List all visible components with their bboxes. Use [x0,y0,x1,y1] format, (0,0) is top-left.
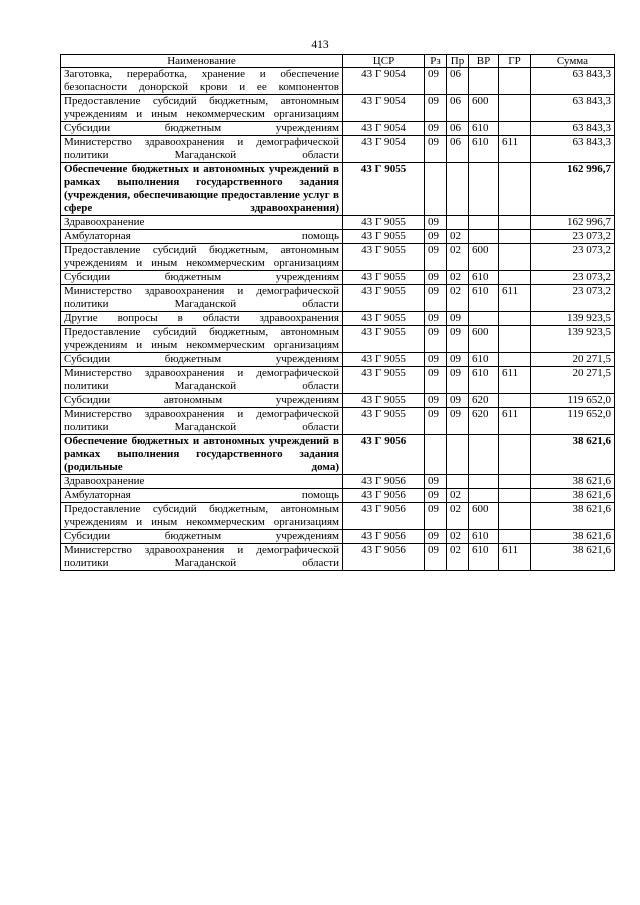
cell-sum: 63 843,3 [531,68,615,95]
cell-gr [499,244,531,271]
cell-sum: 162 996,7 [531,163,615,216]
header-rz: Рз [425,55,447,68]
cell-csr: 43 Г 9055 [343,230,425,244]
cell-sum: 63 843,3 [531,136,615,163]
cell-vr: 600 [469,503,499,530]
cell-pr [447,435,469,475]
cell-pr: 02 [447,503,469,530]
cell-name: Предоставление субсидий бюджетным, автономным учреждениям и иным некоммерческим организациям [61,244,343,271]
cell-name: Заготовка, переработка, хранение и обеспечение безопасности донорской крови и ее компонентов [61,68,343,95]
cell-pr: 02 [447,271,469,285]
cell-rz: 09 [425,326,447,353]
cell-rz: 09 [425,353,447,367]
cell-name: Субсидии бюджетным учреждениям [61,530,343,544]
table-row [61,544,615,571]
budget-table [60,54,615,571]
cell-pr: 09 [447,326,469,353]
cell-vr: 610 [469,367,499,394]
table-row [61,68,615,95]
cell-csr: 43 Г 9056 [343,475,425,489]
cell-pr: 02 [447,530,469,544]
header-csr: ЦСР [343,55,425,68]
cell-rz: 09 [425,216,447,230]
cell-name: Обеспечение бюджетных и автономных учреждений в рамках выполнения государственного задания (родильные дома) [61,435,343,475]
cell-gr [499,230,531,244]
table-row [61,353,615,367]
cell-name: Министерство здравоохранения и демографической политики Магаданской области [61,285,343,312]
cell-pr: 06 [447,136,469,163]
cell-gr [499,68,531,95]
cell-name: Амбулаторная помощь [61,489,343,503]
cell-sum: 38 621,6 [531,435,615,475]
cell-gr [499,530,531,544]
cell-vr: 610 [469,353,499,367]
cell-vr [469,163,499,216]
cell-gr: 611 [499,136,531,163]
cell-csr: 43 Г 9055 [343,312,425,326]
cell-pr [447,216,469,230]
cell-rz: 09 [425,136,447,163]
table-row [61,95,615,122]
cell-rz: 09 [425,244,447,271]
cell-sum: 20 271,5 [531,367,615,394]
table-header-row [61,55,615,68]
cell-name: Здравоохранение [61,475,343,489]
cell-name: Субсидии бюджетным учреждениям [61,353,343,367]
cell-name: Предоставление субсидий бюджетным, автономным учреждениям и иным некоммерческим организациям [61,326,343,353]
cell-rz: 09 [425,503,447,530]
cell-rz: 09 [425,530,447,544]
cell-rz: 09 [425,230,447,244]
cell-vr: 610 [469,544,499,571]
table-row [61,285,615,312]
cell-sum: 119 652,0 [531,408,615,435]
cell-gr [499,122,531,136]
cell-vr [469,230,499,244]
cell-pr: 02 [447,489,469,503]
cell-vr: 610 [469,530,499,544]
cell-csr: 43 Г 9055 [343,353,425,367]
header-gr: ГР [499,55,531,68]
cell-name: Здравоохранение [61,216,343,230]
cell-pr: 06 [447,122,469,136]
cell-sum: 63 843,3 [531,95,615,122]
cell-vr [469,435,499,475]
table-row [61,136,615,163]
table-row [61,475,615,489]
cell-name: Субсидии бюджетным учреждениям [61,271,343,285]
cell-pr [447,475,469,489]
cell-gr [499,95,531,122]
table-row [61,312,615,326]
cell-csr: 43 Г 9056 [343,530,425,544]
table-row [61,163,615,216]
cell-pr: 09 [447,367,469,394]
header-name: Наименование [61,55,343,68]
cell-vr: 600 [469,95,499,122]
cell-pr: 09 [447,394,469,408]
table-row [61,271,615,285]
cell-csr: 43 Г 9056 [343,503,425,530]
cell-csr: 43 Г 9054 [343,122,425,136]
cell-vr: 610 [469,136,499,163]
cell-sum: 23 073,2 [531,230,615,244]
cell-csr: 43 Г 9055 [343,367,425,394]
cell-gr: 611 [499,367,531,394]
cell-name: Амбулаторная помощь [61,230,343,244]
cell-sum: 119 652,0 [531,394,615,408]
table-row [61,122,615,136]
cell-rz [425,163,447,216]
table-row [61,216,615,230]
cell-gr [499,394,531,408]
cell-name: Субсидии автономным учреждениям [61,394,343,408]
cell-rz: 09 [425,394,447,408]
cell-name: Министерство здравоохранения и демографической политики Магаданской области [61,408,343,435]
cell-gr [499,163,531,216]
cell-vr: 600 [469,326,499,353]
cell-csr: 43 Г 9056 [343,435,425,475]
cell-rz [425,435,447,475]
cell-name: Министерство здравоохранения и демографической политики Магаданской области [61,136,343,163]
cell-gr: 611 [499,285,531,312]
cell-gr [499,475,531,489]
cell-sum: 162 996,7 [531,216,615,230]
cell-rz: 09 [425,367,447,394]
table-body [61,68,615,571]
cell-pr: 06 [447,68,469,95]
cell-name: Обеспечение бюджетных и автономных учреждений в рамках выполнения государственного задания (учреждения, обеспечивающие предоставление услуг в сфере здравоохранения) [61,163,343,216]
cell-rz: 09 [425,312,447,326]
cell-gr: 611 [499,544,531,571]
header-pr: Пр [447,55,469,68]
table-row [61,367,615,394]
cell-sum: 38 621,6 [531,489,615,503]
cell-sum: 38 621,6 [531,475,615,489]
cell-csr: 43 Г 9056 [343,489,425,503]
cell-sum: 23 073,2 [531,271,615,285]
table-row [61,394,615,408]
table-row [61,489,615,503]
cell-sum: 139 923,5 [531,326,615,353]
cell-gr [499,216,531,230]
cell-csr: 43 Г 9055 [343,285,425,312]
cell-csr: 43 Г 9054 [343,68,425,95]
table-row [61,326,615,353]
cell-pr [447,163,469,216]
cell-pr: 06 [447,95,469,122]
cell-rz: 09 [425,408,447,435]
cell-sum: 23 073,2 [531,244,615,271]
cell-csr: 43 Г 9054 [343,95,425,122]
cell-name: Предоставление субсидий бюджетным, автономным учреждениям и иным некоммерческим организациям [61,95,343,122]
cell-gr [499,503,531,530]
cell-pr: 09 [447,408,469,435]
cell-vr [469,312,499,326]
cell-rz: 09 [425,489,447,503]
cell-sum: 38 621,6 [531,544,615,571]
table-row [61,530,615,544]
cell-pr: 02 [447,244,469,271]
cell-gr [499,312,531,326]
cell-csr: 43 Г 9055 [343,394,425,408]
cell-name: Предоставление субсидий бюджетным, автономным учреждениям и иным некоммерческим организациям [61,503,343,530]
cell-sum: 38 621,6 [531,530,615,544]
table-row [61,503,615,530]
cell-csr: 43 Г 9055 [343,326,425,353]
cell-rz: 09 [425,122,447,136]
cell-csr: 43 Г 9055 [343,216,425,230]
cell-vr [469,216,499,230]
cell-csr: 43 Г 9055 [343,271,425,285]
cell-name: Субсидии бюджетным учреждениям [61,122,343,136]
cell-rz: 09 [425,68,447,95]
cell-name: Другие вопросы в области здравоохранения [61,312,343,326]
table-row [61,230,615,244]
header-vr: ВР [469,55,499,68]
cell-sum: 38 621,6 [531,503,615,530]
cell-name: Министерство здравоохранения и демографической политики Магаданской области [61,367,343,394]
cell-gr [499,489,531,503]
cell-vr: 610 [469,285,499,312]
cell-rz: 09 [425,271,447,285]
cell-vr: 610 [469,271,499,285]
cell-csr: 43 Г 9055 [343,408,425,435]
cell-vr [469,68,499,95]
cell-rz: 09 [425,95,447,122]
cell-sum: 20 271,5 [531,353,615,367]
cell-csr: 43 Г 9055 [343,244,425,271]
cell-gr [499,326,531,353]
cell-vr: 620 [469,408,499,435]
cell-rz: 09 [425,475,447,489]
header-sum: Сумма [531,55,615,68]
cell-gr [499,271,531,285]
cell-vr [469,489,499,503]
cell-csr: 43 Г 9056 [343,544,425,571]
cell-sum: 139 923,5 [531,312,615,326]
cell-sum: 63 843,3 [531,122,615,136]
cell-gr [499,353,531,367]
cell-vr: 600 [469,244,499,271]
cell-gr: 611 [499,408,531,435]
table-row [61,408,615,435]
table-row [61,244,615,271]
cell-name: Министерство здравоохранения и демографической политики Магаданской области [61,544,343,571]
cell-gr [499,435,531,475]
cell-pr: 02 [447,285,469,312]
cell-csr: 43 Г 9054 [343,136,425,163]
cell-vr: 610 [469,122,499,136]
cell-pr: 02 [447,544,469,571]
cell-sum: 23 073,2 [531,285,615,312]
cell-vr [469,475,499,489]
cell-rz: 09 [425,285,447,312]
cell-pr: 09 [447,312,469,326]
page-number: 413 [311,39,329,51]
cell-pr: 09 [447,353,469,367]
table-row [61,435,615,475]
cell-csr: 43 Г 9055 [343,163,425,216]
cell-vr: 620 [469,394,499,408]
cell-rz: 09 [425,544,447,571]
cell-pr: 02 [447,230,469,244]
